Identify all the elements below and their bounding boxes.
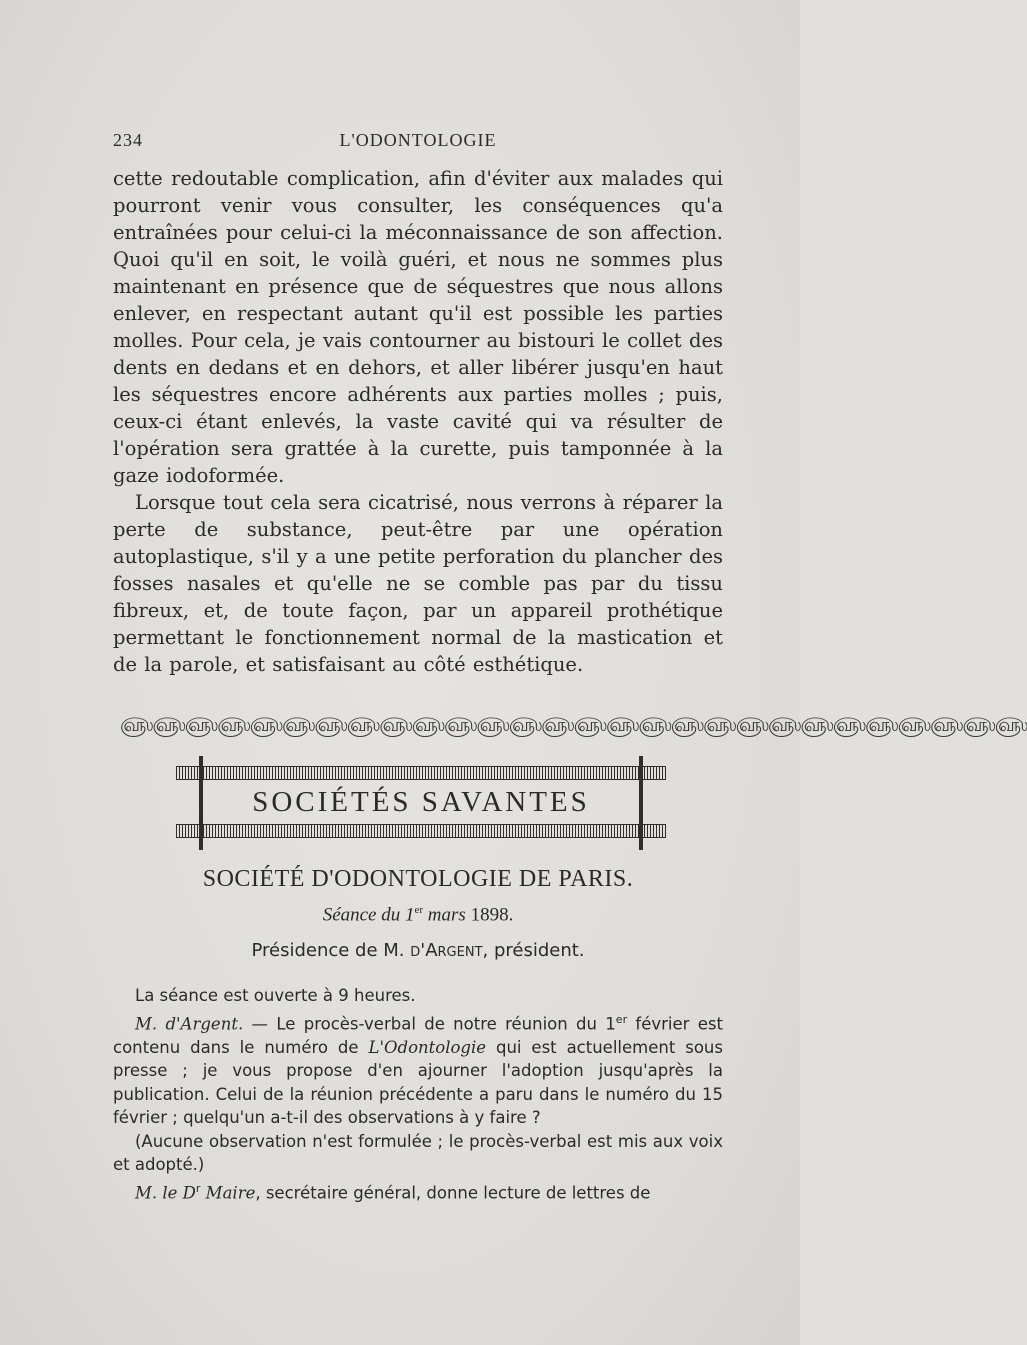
running-title: L'ODONTOLOGIE: [339, 130, 497, 150]
body-text: [113, 165, 723, 678]
minutes-p2: [113, 1008, 723, 1130]
minutes-p2-sup: er: [615, 1012, 628, 1026]
speaker-maire-name: Maire: [200, 1183, 256, 1202]
banner-rule-bottom: [176, 824, 666, 838]
presidence-post: , président.: [482, 940, 585, 961]
speaker-maire-title: M. le D: [135, 1183, 196, 1202]
journal-title: L'Odontologie: [368, 1037, 487, 1057]
minutes-p4-sup: r: [195, 1181, 201, 1195]
minutes-p3: (Aucune observation n'est formulée ; le procès-verbal est mis aux voix et adopté.): [113, 1131, 723, 1174]
minutes-p4-text: , secrétaire général, donne lecture de lettres de: [255, 1183, 651, 1202]
minutes-p2-a: — Le procès-verbal de notre réunion du 1: [243, 1014, 616, 1033]
banner-label: SOCIÉTÉS SAVANTES: [252, 786, 590, 818]
running-head: [113, 130, 723, 160]
page-number: 234: [113, 130, 143, 150]
president-name: d'Argent: [410, 940, 483, 961]
section-banner: [176, 752, 666, 852]
paragraph-2: Lorsque tout cela sera cicatrisé, nous verrons à réparer la perte de substance, peut-être par une opération autoplastique, s'il y a une petite perforation du plancher des fosses nasales et qu'elle ne se comble pas par du tissu fibreux, et, de toute façon, par un appareil prothétique permettant le fonctionnement normal de la mastication et de la parole, et satisfaisant au côté esthétique.: [113, 491, 723, 676]
banner-rule-top: [176, 766, 666, 780]
minutes-p2-c: qui est actuellement sous presse ; je vous propose d'en ajourner l'adoption jusqu'après la publication. Celui de la réunion précédente a paru dans le numéro du 15 février ; quelqu'un a-t-il des observations à y faire ?: [113, 1037, 723, 1127]
seance-mid: mars: [423, 904, 471, 926]
seance-pre: Séance du 1: [322, 904, 415, 926]
minutes-p2-b: février est contenu dans le numéro de: [113, 1014, 723, 1057]
paragraph-1: cette redoutable complication, afin d'éviter aux malades qui pourront venir vous consulter, les conséquences qu'a entraînées pour celui-ci la méconnaissance de son affection. Quoi qu'il en soit, le voilà guéri, et nous ne sommes plus maintenant en présence que de séquestres que nous allons enlever, en respectant autant qu'il est possible les parties molles. Pour cela, je vais contourner au bistouri le collet des dents en dedans et en dehors, et aller libérer jusqu'en haut les séquestres encore adhérents aux parties molles ; puis, ceux-ci étant enlevés, la vaste cavité qui va résulter de l'opération sera grattée à la curette, puis tamponnée à la gaze iodoformée.: [113, 167, 723, 487]
minutes-p4: [113, 1177, 723, 1205]
presidence-pre: Présidence de M.: [251, 940, 411, 961]
minutes-p1: La séance est ouverte à 9 heures.: [135, 986, 416, 1005]
presidence-line: [113, 940, 723, 961]
seance-sup: er: [414, 904, 424, 916]
ornament-divider: ௵௵௵௵௵௵௵௵௵௵௵௵௵௵௵௵௵௵௵௵௵௵௵௵௵௵௵௵: [120, 714, 1027, 736]
seance-date: [113, 904, 723, 926]
society-heading: SOCIÉTÉ D'ODONTOLOGIE DE PARIS.: [202, 866, 634, 892]
minutes-text: [113, 984, 723, 1205]
seance-year: 1898.: [470, 904, 514, 926]
speaker-argent: M. d'Argent.: [135, 1014, 244, 1033]
